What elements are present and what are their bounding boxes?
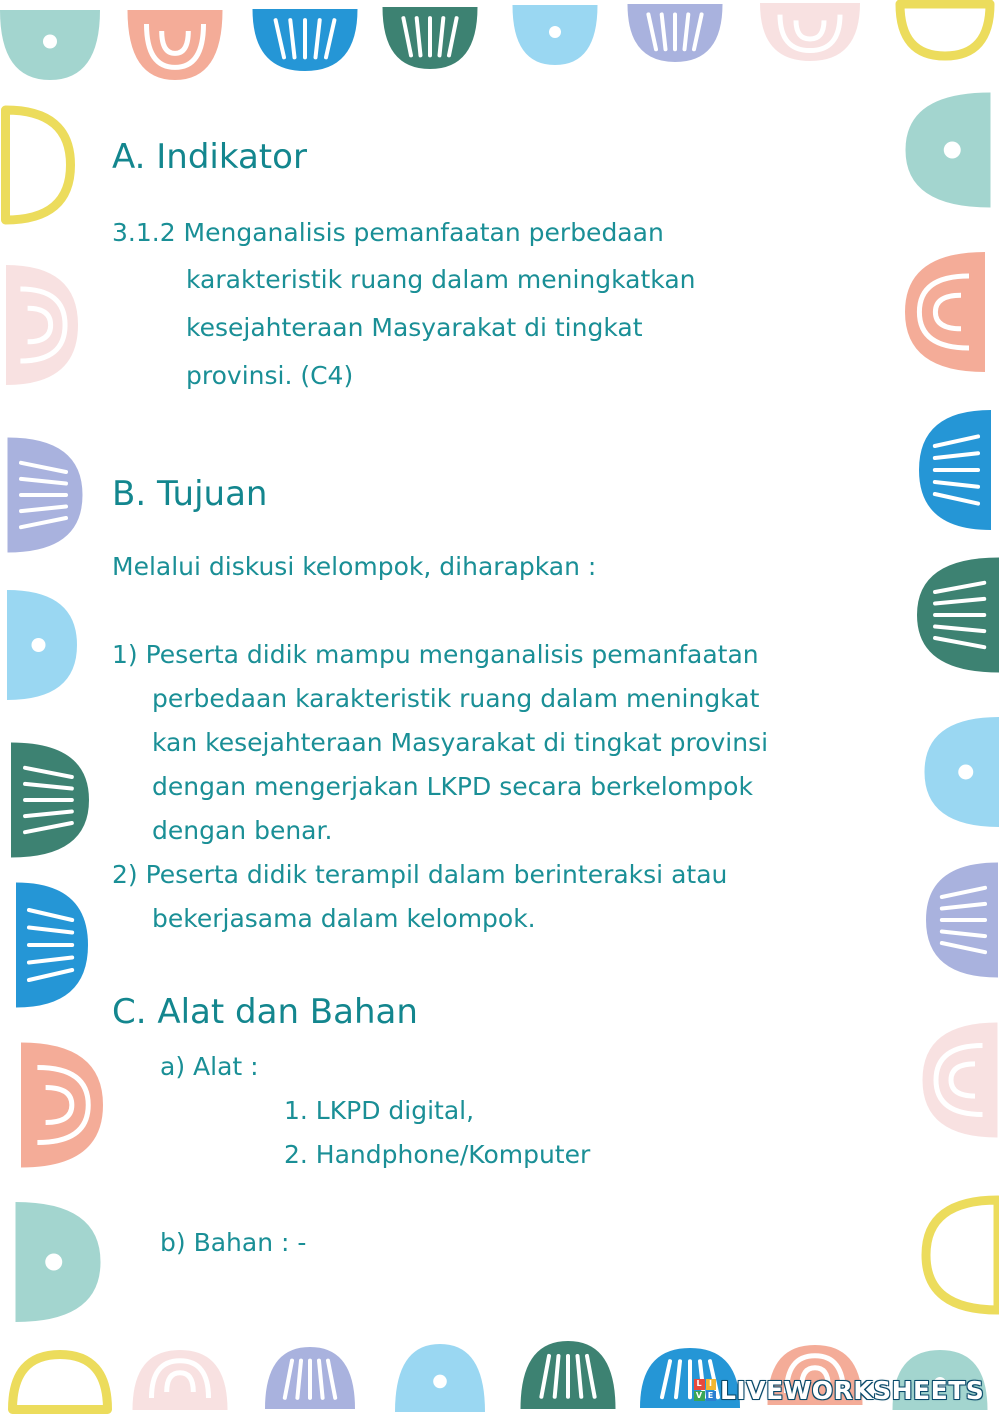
border-shape-7 <box>760 3 860 61</box>
border-shape-2 <box>128 10 223 80</box>
tujuan-intro: Melalui diskusi kelompok, diharapkan : <box>112 552 597 581</box>
border-shape-18 <box>905 252 985 372</box>
bahan-label: b) Bahan : - <box>160 1228 307 1257</box>
border-shape-11 <box>8 438 83 553</box>
border-shape-12 <box>7 590 77 700</box>
alat-label: a) Alat : <box>160 1052 259 1081</box>
border-shape-19 <box>919 410 991 530</box>
border-shape-27 <box>265 1347 355 1409</box>
border-shape-28 <box>395 1344 485 1412</box>
border-shape-21 <box>925 717 999 827</box>
border-shape-16 <box>16 1202 101 1322</box>
border-shape-22 <box>926 863 998 978</box>
liveworksheets-icon: L I V E <box>694 1379 716 1401</box>
tujuan-line-7: bekerjasama dalam kelompok. <box>152 904 536 933</box>
heading-alat-bahan: C. Alat dan Bahan <box>112 992 418 1032</box>
border-shape-3 <box>253 9 358 71</box>
border-shape-20 <box>917 558 999 673</box>
border-shape-29 <box>521 1341 616 1409</box>
border-shape-15 <box>21 1043 103 1168</box>
indikator-line-1: 3.1.2 Menganalisis pemanfaatan perbedaan <box>112 218 664 247</box>
border-shape-10 <box>6 265 78 385</box>
border-shape-26 <box>133 1350 228 1410</box>
liveworksheets-logo[interactable] <box>694 1372 984 1408</box>
alat-item-1: 1. LKPD digital, <box>284 1096 475 1125</box>
indikator-line-4: provinsi. (C4) <box>186 361 354 390</box>
tujuan-line-2: perbedaan karakteristik ruang dalam meningkat <box>152 684 760 713</box>
alat-item-2: 2. Handphone/Komputer <box>284 1140 591 1169</box>
heading-tujuan: B. Tujuan <box>112 474 268 514</box>
tujuan-line-1: 1) Peserta didik mampu menganalisis pemanfaatan <box>112 640 759 669</box>
border-shape-4 <box>383 7 478 69</box>
tujuan-line-6: 2) Peserta didik terampil dalam berinteraksi atau <box>112 860 728 889</box>
border-shape-9 <box>6 110 71 220</box>
liveworksheets-text: LIVEWORKSHEETS <box>720 1375 985 1405</box>
indikator-line-3: kesejahteraan Masyarakat di tingkat <box>186 313 643 342</box>
tujuan-line-4: dengan mengerjakan LKPD secara berkelompok <box>152 772 753 801</box>
border-shape-5 <box>513 5 598 65</box>
border-shape-13 <box>11 743 89 858</box>
border-shape-1 <box>0 10 100 80</box>
border-shape-23 <box>923 1023 998 1138</box>
border-shape-24 <box>926 1200 998 1310</box>
tujuan-line-5: dengan benar. <box>152 816 333 845</box>
indikator-line-2: karakteristik ruang dalam meningkatkan <box>186 265 696 294</box>
border-shape-6 <box>628 4 723 62</box>
heading-indikator: A. Indikator <box>112 137 307 177</box>
border-shape-8 <box>900 4 990 56</box>
border-shape-17 <box>906 93 991 208</box>
border-shape-14 <box>16 883 88 1008</box>
tujuan-line-3: kan kesejahteraan Masyarakat di tingkat provinsi <box>152 728 769 757</box>
border-shape-25 <box>13 1355 108 1410</box>
